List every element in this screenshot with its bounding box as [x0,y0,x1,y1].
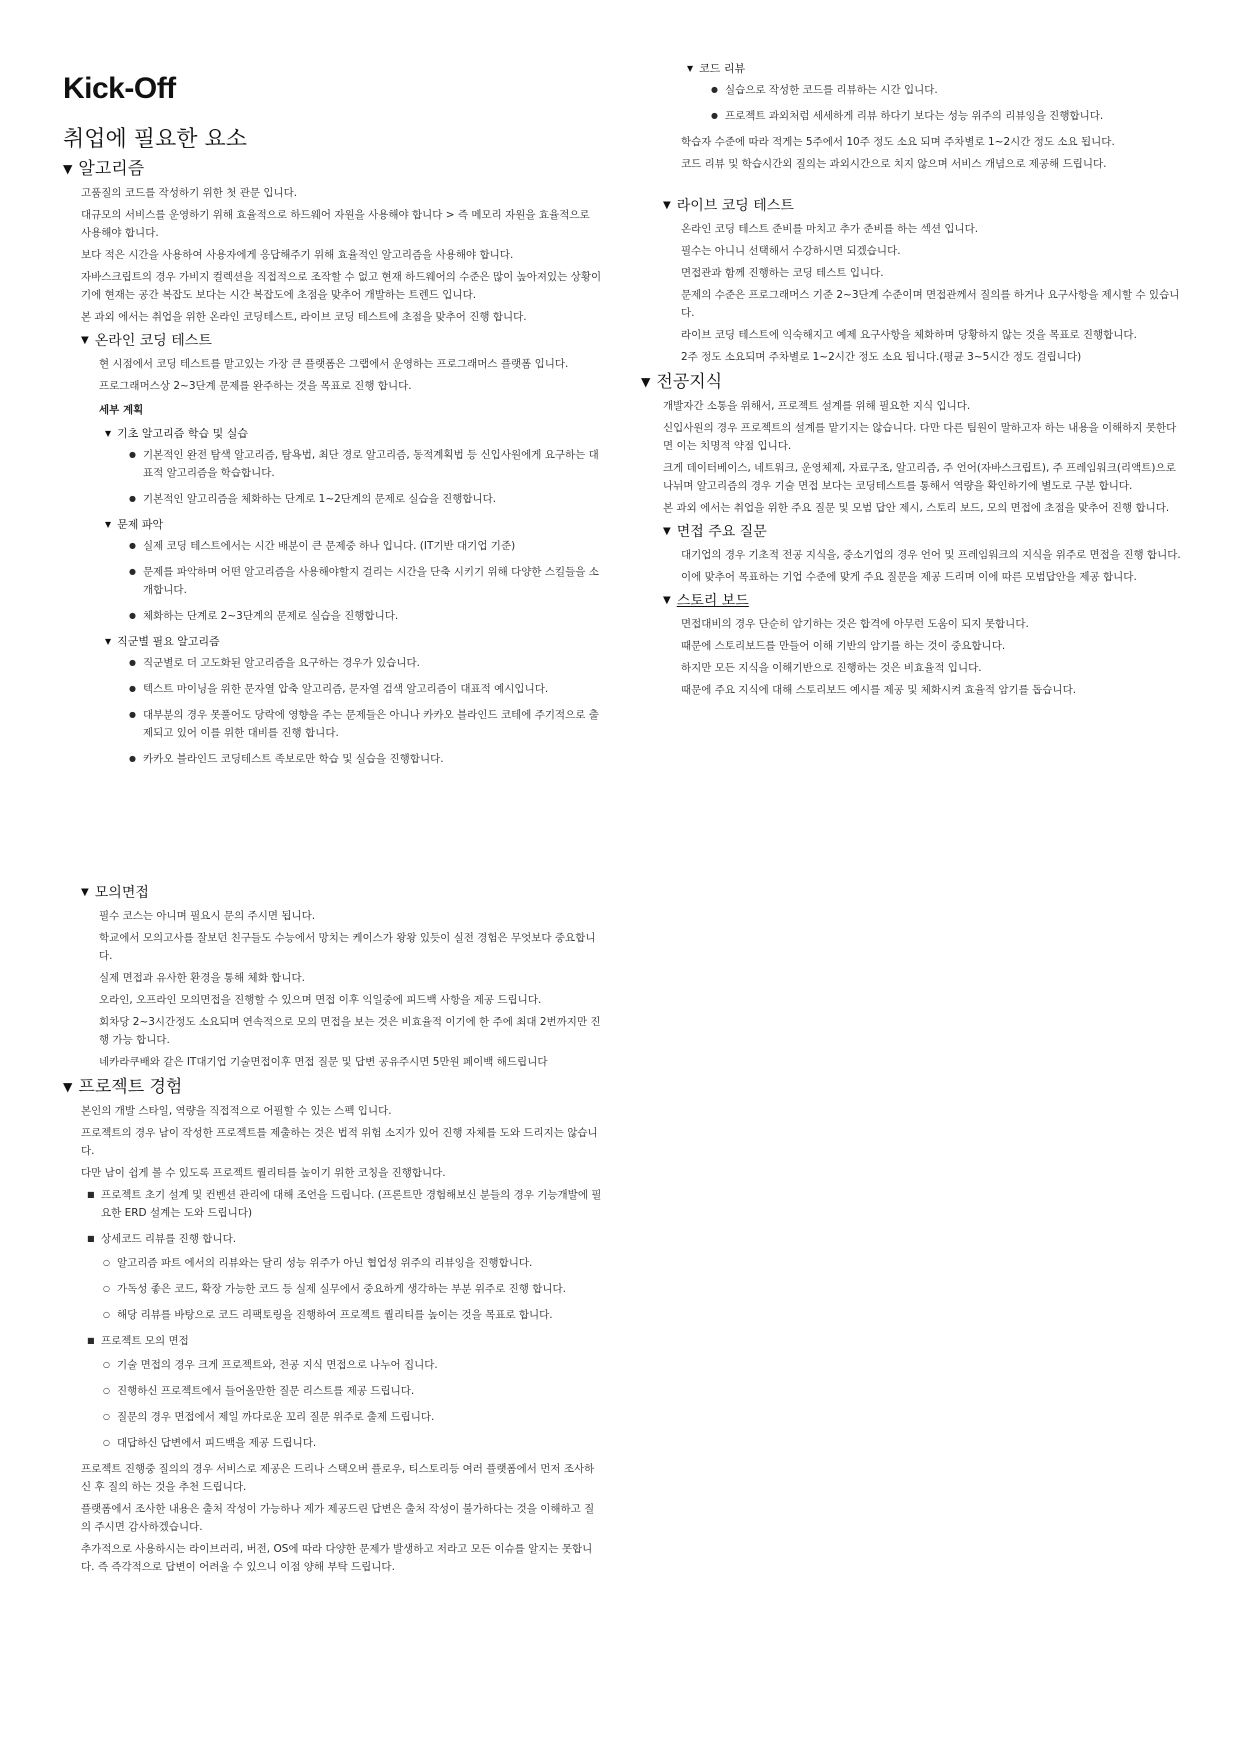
paragraph: 신입사원의 경우 프로젝트의 설계를 맡기지는 않습니다. 다만 다른 팀원이 말하고자 하는 내용을 이해하지 못한다면 이는 치명적 약점 입니다. [663,422,1177,452]
toggle-heading: 직군별 필요 알고리즘 [117,635,220,648]
toggle-triangle-icon: ▼ [63,1079,73,1094]
disc-bullet-icon: ● [129,710,136,719]
right-column [641,60,1185,703]
sub-list-item: ○ 알고리즘 파트 에서의 리뷰와는 달리 성능 위주가 아닌 협업성 위주의 리뷰잉을 진행합니다. [101,1254,603,1272]
toggle-major-knowledge[interactable] [641,370,1185,394]
toggle-basic-algorithm[interactable] [99,425,603,443]
paragraph: 학교에서 모의고사를 잘보던 친구들도 수능에서 망치는 케이스가 왕왕 있듯이 실전 경험은 무엇보다 중요합니다. [99,932,596,962]
plan-label: 세부 계획 [99,404,144,416]
square-bullet-icon: ■ [87,1190,95,1199]
toggle-triangle-icon: ▼ [663,594,671,606]
square-bullet-icon: ■ [87,1234,95,1243]
toggle-triangle-icon: ▼ [663,199,671,211]
list-item: ● 기본적인 완전 탐색 알고리즘, 탐욕법, 최단 경로 알고리즘, 동적계획법 등 신입사원에게 요구하는 대표적 알고리즘을 학습합니다. [127,446,603,482]
paragraph: 필수 코스는 아니며 필요시 문의 주시면 됩니다. [99,910,316,922]
toggle-heading: 프로젝트 경험 [78,1077,183,1097]
toggle-heading: 스토리 보드 [676,593,749,609]
square-bullet-icon: ■ [87,1336,95,1345]
paragraph: 보다 적은 시간을 사용하여 사용자에게 응답해주기 위해 효율적인 알고리즘을 사용해야 합니다. [81,249,514,261]
paragraph: 코드 리뷰 및 학습시간외 질의는 과외시간으로 치지 않으며 서비스 개념으로 제공해 드립니다. [681,158,1107,170]
list-item: ● 실습으로 작성한 코드를 리뷰하는 시간 입니다. [709,81,1185,99]
toggle-code-review[interactable] [681,60,1185,78]
toggle-interview-questions[interactable] [663,521,1185,543]
toggle-triangle-icon: ▼ [81,334,89,346]
paragraph: 개발자간 소통을 위해서, 프로젝트 설계를 위해 필요한 지식 입니다. [663,400,971,412]
disc-bullet-icon: ● [129,684,136,693]
toggle-problem-analysis[interactable] [99,516,603,534]
list-item: ■ 상세코드 리뷰를 진행 합니다. ○ 알고리즘 파트 에서의 리뷰와는 달리 성능 위주가 아닌 협업성 위주의 리뷰잉을 진행합니다. ○ 가독성 좋은 코드, 확장 가능한 코드 등 실제 실무에서 중요하게 생각하는 부분 위주로 진행 합니다. ○ 해당 리뷰를 바탕으로 코드 리팩토링을 진행하여 프로젝트 퀄리티를 높이는 것을 목표로 합니다. [85,1230,603,1324]
paragraph: 하지만 모든 지식을 이해기반으로 진행하는 것은 비효율적 입니다. [681,662,982,674]
circle-bullet-icon: ○ [103,1386,110,1395]
paragraph: 회차당 2~3시간정도 소요되며 연속적으로 모의 면접을 보는 것은 비효율적 이기에 한 주에 최대 2번까지만 진행 가능 합니다. [99,1016,601,1046]
disc-bullet-icon: ● [129,611,136,620]
paragraph: 실제 면접과 유사한 환경을 통해 체화 합니다. [99,972,305,984]
toggle-triangle-icon: ▼ [105,520,112,530]
disc-bullet-icon: ● [129,567,136,576]
paragraph: 플랫폼에서 조사한 내용은 출처 작성이 가능하나 제가 제공드린 답변은 출처 작성이 불가하다는 것을 이해하고 질의 주시면 감사하겠습니다. [81,1503,595,1533]
sub-list-item: ○ 대답하신 답변에서 피드백을 제공 드립니다. [101,1434,603,1452]
disc-bullet-icon: ● [711,111,718,120]
paragraph: 현 시점에서 코딩 테스트를 맡고있는 가장 큰 플랫폼은 그랩에서 운영하는 프로그래머스 플랫폼 입니다. [99,358,569,370]
section-title: 취업에 필요한 요소 [63,127,248,152]
sub-list-item: ○ 진행하신 프로젝트에서 들어올만한 질문 리스트를 제공 드립니다. [101,1382,603,1400]
paragraph: 본 과외 에서는 취업을 위한 온라인 코딩테스트, 라이브 코딩 테스트에 초점을 맞추어 진행 합니다. [81,311,527,323]
list-item: ■ 프로젝트 초기 설계 및 컨벤션 관리에 대해 조언을 드립니다. (프론트만 경험해보신 분들의 경우 기능개발에 필요한 ERD 설계는 도와 드립니다) [85,1186,603,1222]
paragraph: 이에 맞추어 목표하는 기업 수준에 맞게 주요 질문을 제공 드리며 이에 따른 모범답안을 제공 합니다. [681,571,1137,583]
toggle-triangle-icon: ▼ [663,525,671,537]
circle-bullet-icon: ○ [103,1284,110,1293]
paragraph: 본 과외 에서는 취업을 위한 주요 질문 및 모범 답안 제시, 스토리 보드, 모의 면접에 초점을 맞추어 진행 합니다. [663,502,1170,514]
paragraph: 면접관과 함께 진행하는 코딩 테스트 입니다. [681,267,884,279]
paragraph: 추가적으로 사용하시는 라이브러리, 버전, OS에 따라 다양한 문제가 발생하고 저라고 모든 이슈를 알지는 못합니다. 즉 즉각적으로 답변이 어려울 수 있으니 이점 양해 부탁 드립니다. [81,1543,593,1573]
bullet-list [99,537,603,625]
list-item: ● 대부분의 경우 못풀어도 당락에 영향을 주는 문제들은 아니나 카카오 블라인드 코테에 주기적으로 출제되고 있어 이를 위한 대비를 진행 합니다. [127,706,603,742]
toggle-heading: 알고리즘 [78,159,145,179]
paragraph: 크게 데이터베이스, 네트워크, 운영체제, 자료구조, 알고리즘, 주 언어(자바스크립트), 주 프레임워크(리액트)으로 나뉘며 알고리즘의 경우 기술 면접 보다는 코딩테스트를 통해서 역량을 확인하기에 별도로 구분 합니다. [663,462,1176,492]
list-item: ● 카카오 블라인드 코딩테스트 족보로만 학습 및 실습을 진행합니다. [127,750,603,768]
sub-bullet-list [101,1356,603,1452]
paragraph: 때문에 주요 지식에 대해 스토리보드 예시를 제공 및 체화시켜 효율적 암기를 돕습니다. [681,684,1077,696]
disc-bullet-icon: ● [129,754,136,763]
toggle-job-algorithm[interactable] [99,633,603,651]
paragraph: 2주 정도 소요되며 주차별로 1~2시간 정도 소요 됩니다.(평균 3~5시간 정도 걸립니다) [681,351,1082,363]
toggle-project-experience[interactable] [63,1075,603,1099]
toggle-heading: 기초 알고리즘 학습 및 실습 [117,427,248,440]
disc-bullet-icon: ● [129,450,136,459]
toggle-heading: 면접 주요 질문 [676,524,767,540]
disc-bullet-icon: ● [129,658,136,667]
paragraph: 학습자 수준에 따라 적게는 5주에서 10주 정도 소요 되며 주차별로 1~2시간 정도 소요 됩니다. [681,136,1115,148]
bullet-list [99,654,603,768]
paragraph: 때문에 스토리보드를 만들어 이해 기반의 암기를 하는 것이 중요합니다. [681,640,1006,652]
circle-bullet-icon: ○ [103,1438,110,1447]
paragraph: 오라인, 오프라인 모의면접을 진행할 수 있으며 면접 이후 익일중에 피드백 사항을 제공 드립니다. [99,994,542,1006]
toggle-live-coding-test[interactable] [663,195,1185,217]
paragraph: 온라인 코딩 테스트 준비를 마치고 추가 준비를 하는 섹션 입니다. [681,223,979,235]
left-column-bottom [63,878,603,1580]
page-title: Kick-Off [63,72,176,105]
toggle-heading: 코드 리뷰 [699,62,746,75]
toggle-algorithm[interactable] [63,157,603,181]
bullet-list [681,81,1185,125]
toggle-triangle-icon: ▼ [105,429,112,439]
circle-bullet-icon: ○ [103,1360,110,1369]
toggle-heading: 온라인 코딩 테스트 [94,333,212,349]
list-item: ● 직군별로 더 고도화된 알고리즘을 요구하는 경우가 있습니다. [127,654,603,672]
paragraph: 자바스크립트의 경우 가비지 컬렉션을 직접적으로 조작할 수 없고 현재 하드웨어의 수준은 많이 높아져있는 상황이기에 현재는 공간 복잡도 보다는 시간 복잡도에 초점을 맞추어 개발하는 트렌드 입니다. [81,271,602,301]
sub-list-item: ○ 질문의 경우 면접에서 제일 까다로운 꼬리 질문 위주로 출제 드립니다. [101,1408,603,1426]
list-item: ● 체화하는 단계로 2~3단계의 문제로 실습을 진행합니다. [127,607,603,625]
toggle-triangle-icon: ▼ [687,64,694,74]
circle-bullet-icon: ○ [103,1258,110,1267]
bullet-list [99,446,603,508]
sub-list-item: ○ 해당 리뷰를 바탕으로 코드 리팩토링을 진행하여 프로젝트 퀄리티를 높이는 것을 목표로 합니다. [101,1306,603,1324]
paragraph: 면접대비의 경우 단순히 암기하는 것은 합격에 아무런 도움이 되지 못합니다. [681,618,1029,630]
circle-bullet-icon: ○ [103,1310,110,1319]
sub-bullet-list [101,1254,603,1324]
bullet-list [81,1186,603,1452]
paragraph: 필수는 아니니 선택해서 수강하시면 되겠습니다. [681,245,901,257]
list-item: ● 문제를 파악하며 어떤 알고리즘을 사용해야할지 걸리는 시간을 단축 시키기 위해 다양한 스킬들을 소개합니다. [127,563,603,599]
paragraph: 네카라쿠배와 같은 IT대기업 기술면접이후 면접 질문 및 답변 공유주시면 5만원 페이백 해드립니다 [99,1056,548,1068]
circle-bullet-icon: ○ [103,1412,110,1421]
list-item: ● 텍스트 마이닝을 위한 문자열 압축 알고리즘, 문자열 검색 알고리즘이 대표적 예시입니다. [127,680,603,698]
sub-list-item: ○ 가독성 좋은 코드, 확장 가능한 코드 등 실제 실무에서 중요하게 생각하는 부분 위주로 진행 합니다. [101,1280,603,1298]
paragraph: 문제의 수준은 프로그래머스 기준 2~3단계 수준이며 면접관께서 질의를 하거나 요구사항을 제시할 수 있습니다. [681,289,1180,319]
paragraph: 대기업의 경우 기초적 전공 지식을, 중소기업의 경우 언어 및 프레임워크의 지식을 위주로 면접을 진행 합니다. [681,549,1181,561]
list-item: ● 프로젝트 과외처럼 세세하게 리뷰 하다기 보다는 성능 위주의 리뷰잉을 진행합니다. [709,107,1185,125]
list-item: ■ 프로젝트 모의 면접 ○ 기술 면접의 경우 크게 프로젝트와, 전공 지식 면접으로 나누어 집니다. ○ 진행하신 프로젝트에서 들어올만한 질문 리스트를 제공 드립니다. ○ 질문의 경우 면접에서 제일 까다로운 꼬리 질문 위주로 출제 드립니다. ○ 대답하신 답변에서 피드백을 제공 드립니다. [85,1332,603,1452]
toggle-heading: 라이브 코딩 테스트 [676,198,794,214]
paragraph: 프로그래머스상 2~3단계 문제를 완주하는 것을 목표로 진행 합니다. [99,380,412,392]
paragraph: 프로젝트 진행중 질의의 경우 서비스로 제공은 드리나 스택오버 플로우, 티스토리등 여러 플랫폼에서 먼저 조사하신 후 질의 하는 것을 추천 드립니다. [81,1463,595,1493]
disc-bullet-icon: ● [129,494,136,503]
toggle-storyboard[interactable] [663,590,1185,612]
disc-bullet-icon: ● [129,541,136,550]
sub-list-item: ○ 기술 면접의 경우 크게 프로젝트와, 전공 지식 면접으로 나누어 집니다. [101,1356,603,1374]
toggle-triangle-icon: ▼ [641,374,651,389]
toggle-heading: 모의면접 [94,885,149,901]
paragraph: 대규모의 서비스를 운영하기 위해 효율적으로 하드웨어 자원을 사용해야 합니다 > 즉 메모리 자원을 효율적으로 사용해야 합니다. [81,209,590,239]
disc-bullet-icon: ● [711,85,718,94]
toggle-heading: 문제 파악 [117,518,164,531]
paragraph: 프로젝트의 경우 남이 작성한 프로젝트를 제출하는 것은 법적 위험 소지가 있어 진행 자체를 도와 드리지는 않습니다. [81,1127,598,1157]
paragraph: 다만 남이 쉽게 볼 수 있도록 프로젝트 퀄리티를 높이기 위한 코칭을 진행합니다. [81,1167,446,1179]
toggle-heading: 전공지식 [656,372,723,392]
paragraph: 본인의 개발 스타일, 역량을 직접적으로 어필할 수 있는 스펙 입니다. [81,1105,392,1117]
left-column-top [63,60,603,776]
list-item: ● 기본적인 알고리즘을 체화하는 단계로 1~2단계의 문제로 실습을 진행합니다. [127,490,603,508]
paragraph: 라이브 코딩 테스트에 익숙해지고 예제 요구사항을 체화하며 당황하지 않는 것을 목표로 진행합니다. [681,329,1137,341]
toggle-triangle-icon: ▼ [63,161,73,176]
toggle-online-coding-test[interactable] [81,330,603,352]
paragraph: 고품질의 코드를 작성하기 위한 첫 관문 입니다. [81,187,298,199]
toggle-triangle-icon: ▼ [81,886,89,898]
toggle-mock-interview[interactable] [81,882,603,904]
toggle-triangle-icon: ▼ [105,637,112,647]
list-item: ● 실제 코딩 테스트에서는 시간 배분이 큰 문제중 하나 입니다. (IT기반 대기업 기준) [127,537,603,555]
